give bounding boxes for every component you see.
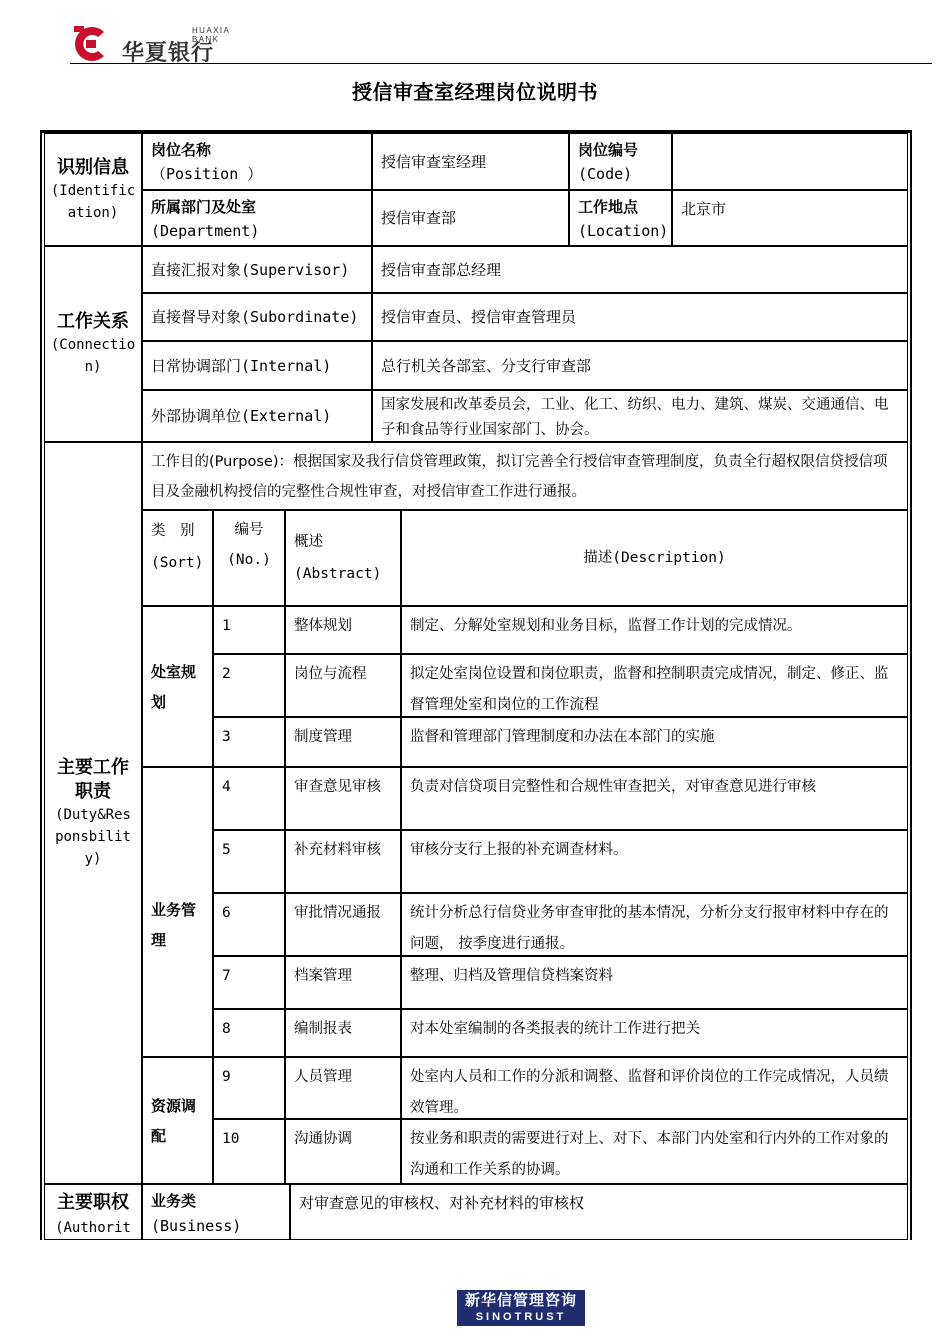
item-description: 统计分析总行信贷业务审查审批的基本情况，分析分支行报审材料中存在的问题， 按季度进行通报。 xyxy=(401,893,908,956)
item-number: 6 xyxy=(213,893,285,956)
item-description: 对本处室编制的各类报表的统计工作进行把关 xyxy=(401,1009,908,1057)
item-description: 制定、分解处室规划和业务目标，监督工作计划的完成情况。 xyxy=(401,606,908,654)
item-abstract: 补充材料审核 xyxy=(285,830,401,893)
group-planning: 处室规划 xyxy=(142,606,213,767)
code-value xyxy=(672,133,908,190)
authority-section-label: 主要职权 (Authorit xyxy=(44,1184,142,1240)
item-abstract: 审批情况通报 xyxy=(285,893,401,956)
item-description: 整理、归档及管理信贷档案资料 xyxy=(401,956,908,1009)
duty-section-label: 主要工作职责 (Duty&Responsbility) xyxy=(44,442,142,1184)
location-value: 北京市 xyxy=(672,190,908,246)
department-value: 授信审查部 xyxy=(372,190,569,246)
col-no-header: 编号(No.) xyxy=(213,510,285,606)
item-abstract: 岗位与流程 xyxy=(285,654,401,717)
item-number: 2 xyxy=(213,654,285,717)
item-description: 处室内人员和工作的分派和调整、监督和评价岗位的工作完成情况，人员绩效管理。 xyxy=(401,1057,908,1119)
business-authority-label: 业务类 (Business) xyxy=(142,1184,290,1240)
group-business: 业务管理 xyxy=(142,767,213,1057)
bank-name-cn: 华夏银行 xyxy=(122,41,215,66)
external-value: 国家发展和改革委员会，工业、化工、纺织、电力、建筑、煤炭、交通通信、电子和食品等行业国家部门、协会。 xyxy=(372,390,908,442)
col-description-header: 描述(Description) xyxy=(401,510,908,606)
header-rule xyxy=(70,63,932,64)
sinotrust-logo: 新华信管理咨询 SINOTRUST xyxy=(457,1290,585,1326)
item-number: 9 xyxy=(213,1057,285,1119)
document-title: 授信审查室经理岗位说明书 xyxy=(352,80,598,104)
location-label: 工作地点 (Location) xyxy=(569,190,672,246)
position-label: 岗位名称 （Position ） xyxy=(142,133,372,190)
item-description: 负责对信贷项目完整性和合规性审查把关，对审查意见进行审核 xyxy=(401,767,908,830)
item-abstract: 制度管理 xyxy=(285,717,401,767)
item-number: 5 xyxy=(213,830,285,893)
position-value: 授信审查室经理 xyxy=(372,133,569,190)
col-sort-header: 类 别(Sort) xyxy=(142,510,213,606)
item-description: 按业务和职责的需要进行对上、对下、本部门内处室和行内外的工作对象的沟通和工作关系的协调。 xyxy=(401,1119,908,1184)
business-authority-value: 对审查意见的审核权、对补充材料的审核权 xyxy=(290,1184,908,1240)
supervisor-label: 直接汇报对象(Supervisor) xyxy=(142,246,372,293)
item-description: 监督和管理部门管理制度和办法在本部门的实施 xyxy=(401,717,908,767)
item-abstract: 整体规划 xyxy=(285,606,401,654)
subordinate-value: 授信审查员、授信审查管理员 xyxy=(372,293,908,341)
bank-name-en: HUAXIA BANK xyxy=(192,26,230,44)
item-abstract: 沟通协调 xyxy=(285,1119,401,1184)
huaxia-bank-logo xyxy=(70,22,240,66)
item-number: 3 xyxy=(213,717,285,767)
department-label: 所属部门及处室 (Department) xyxy=(142,190,372,246)
supervisor-value: 授信审查部总经理 xyxy=(372,246,908,293)
item-abstract: 审查意见审核 xyxy=(285,767,401,830)
code-label: 岗位编号 (Code) xyxy=(569,133,672,190)
purpose-text: 工作目的(Purpose)：根据国家及我行信贷管理政策，拟订完善全行授信审查管理制度，负责全行超权限信贷授信项目及金融机构授信的完整性合规性审查，对授信审查工作进行通报。 xyxy=(142,442,908,510)
internal-value: 总行机关各部室、分支行审查部 xyxy=(372,341,908,390)
item-number: 4 xyxy=(213,767,285,830)
item-number: 8 xyxy=(213,1009,285,1057)
col-abstract-header: 概述(Abstract) xyxy=(285,510,401,606)
item-description: 拟定处室岗位设置和岗位职责，监督和控制职责完成情况，制定、修正、监督管理处室和岗位的工作流程 xyxy=(401,654,908,717)
item-description: 审核分支行上报的补充调查材料。 xyxy=(401,830,908,893)
subordinate-label: 直接督导对象(Subordinate) xyxy=(142,293,372,341)
item-abstract: 编制报表 xyxy=(285,1009,401,1057)
bank-emblem-icon xyxy=(70,24,110,64)
internal-label: 日常协调部门(Internal) xyxy=(142,341,372,390)
item-abstract: 人员管理 xyxy=(285,1057,401,1119)
item-number: 1 xyxy=(213,606,285,654)
external-label: 外部协调单位(External) xyxy=(142,390,372,442)
item-number: 10 xyxy=(213,1119,285,1184)
item-number: 7 xyxy=(213,956,285,1009)
identification-section-label: 识别信息 (Identification) xyxy=(44,133,142,246)
group-resource: 资源调配 xyxy=(142,1057,213,1184)
connection-section-label: 工作关系 (Connection) xyxy=(44,246,142,442)
item-abstract: 档案管理 xyxy=(285,956,401,1009)
